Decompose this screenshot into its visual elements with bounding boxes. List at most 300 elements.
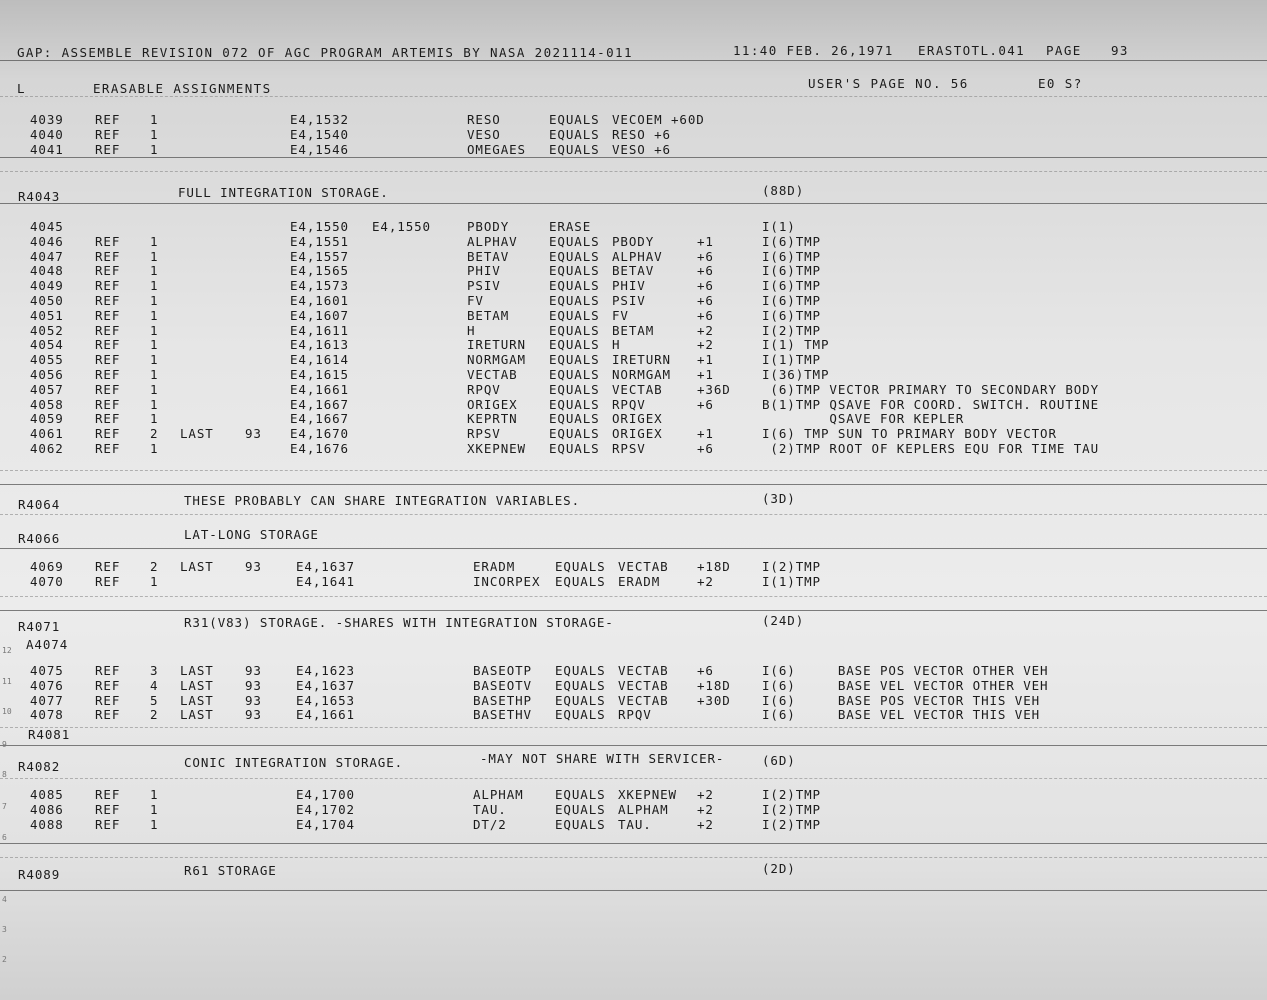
listing-cell-operand: VECTAB — [618, 559, 669, 574]
listing-cell-addr: E4,1700 — [296, 787, 355, 802]
section-note: -MAY NOT SHARE WITH SERVICER- — [480, 751, 725, 766]
listing-cell-note: I(1)TMP — [762, 352, 821, 368]
listing-cell-n: 1 — [150, 307, 159, 323]
listing-cell-line: 4048 — [30, 263, 64, 279]
listing-cell-addr: E4,1661 — [290, 381, 349, 397]
listing-cell-label: BASEOTV — [473, 677, 532, 693]
listing-cell-ref: REF — [95, 559, 121, 574]
ruled-line — [0, 890, 1267, 891]
listing-cell-label: BASEOTP — [473, 663, 532, 678]
listing-cell-op: ERASE — [549, 219, 592, 234]
listing-cell-label: ORIGEX — [467, 396, 518, 412]
listing-cell-line: 4062 — [30, 441, 64, 456]
listing-cell-op: EQUALS — [555, 692, 606, 708]
listing-cell-line: 4039 — [30, 112, 64, 127]
listing-cell-ref: REF — [95, 352, 121, 368]
ruled-line — [0, 203, 1267, 204]
ruled-line — [0, 857, 1267, 858]
listing-cell-op: EQUALS — [549, 233, 600, 249]
listing-cell-operand: RPSV — [612, 441, 646, 456]
listing-cell-ref: REF — [95, 126, 121, 142]
listing-cell-note: QSAVE FOR KEPLER — [762, 411, 965, 427]
listing-cell-line: 4075 — [30, 663, 64, 678]
listing-cell-op: EQUALS — [549, 322, 600, 338]
listing-cell-op: EQUALS — [549, 278, 600, 294]
listing-cell-last: LAST — [180, 677, 214, 693]
listing-cell-n: 5 — [150, 692, 159, 708]
margin-mark: 2 — [2, 955, 7, 964]
listing-cell-operand: VECTAB — [618, 663, 669, 678]
listing-cell-op: EQUALS — [555, 559, 606, 574]
listing-cell-offset: +6 — [697, 307, 714, 323]
listing-file: ERASTOTL.041 — [918, 43, 1026, 58]
listing-cell-n: 1 — [150, 381, 159, 397]
listing-cell-operand: ERADM — [618, 573, 661, 589]
listing-cell-line: 4057 — [30, 381, 64, 397]
section-line-number: R4066 — [18, 531, 61, 546]
listing-cell-label: RPQV — [467, 381, 501, 397]
ruled-line — [0, 484, 1267, 485]
listing-cell-n: 1 — [150, 278, 159, 294]
section-size: (24D) — [762, 613, 805, 628]
section-size: (2D) — [762, 861, 796, 876]
listing-cell-ref: REF — [95, 233, 121, 249]
listing-cell-addr: E4,1667 — [290, 396, 349, 412]
listing-cell-note: B(1)TMP QSAVE FOR COORD. SWITCH. ROUTINE — [762, 396, 1100, 412]
listing-cell-operand: VESO +6 — [612, 141, 671, 157]
listing-cell-pg: 93 — [245, 707, 262, 723]
listing-cell-n: 1 — [150, 367, 159, 382]
listing-cell-note: I(6)TMP — [762, 248, 821, 264]
listing-cell-op: EQUALS — [549, 307, 600, 323]
listing-cell-addr: E4,1615 — [290, 367, 349, 382]
listing-cell-offset: +2 — [697, 801, 714, 817]
section-size: (3D) — [762, 491, 796, 506]
listing-cell-line: 4085 — [30, 787, 64, 802]
listing-cell-label: OMEGAES — [467, 141, 526, 157]
listing-cell-label: PBODY — [467, 219, 510, 234]
listing-cell-op: EQUALS — [549, 141, 600, 157]
ruled-line — [0, 96, 1267, 97]
listing-cell-ref: REF — [95, 411, 121, 427]
listing-cell-offset: +1 — [697, 352, 714, 368]
listing-cell-line: 4047 — [30, 248, 64, 264]
section-size: (6D) — [762, 753, 796, 768]
listing-cell-n: 1 — [150, 337, 159, 353]
listing-cell-ref: REF — [95, 787, 121, 802]
listing-cell-operand: VECTAB — [612, 381, 663, 397]
section-line-number: R4043 — [18, 189, 61, 204]
listing-cell-addr: E4,1532 — [290, 112, 349, 127]
listing-cell-n: 1 — [150, 248, 159, 264]
listing-cell-note: I(36)TMP — [762, 367, 830, 382]
listing-cell-ref: REF — [95, 692, 121, 708]
listing-cell-line: 4041 — [30, 141, 64, 157]
listing-cell-label: RPSV — [467, 426, 501, 442]
listing-cell-offset: +1 — [697, 233, 714, 249]
listing-cell-label: BETAM — [467, 307, 510, 323]
listing-cell-ref: REF — [95, 337, 121, 353]
listing-cell-last: LAST — [180, 559, 214, 574]
listing-cell-op: EQUALS — [549, 426, 600, 442]
margin-mark: 11 — [2, 677, 12, 686]
listing-cell-addr: E4,1653 — [296, 692, 355, 708]
listing-cell-ref: REF — [95, 573, 121, 589]
margin-mark: 12 — [2, 646, 12, 655]
listing-cell-line: 4054 — [30, 337, 64, 353]
section-size: (88D) — [762, 183, 805, 198]
listing-cell-op: EQUALS — [549, 112, 600, 127]
listing-cell-offset: +6 — [697, 278, 714, 294]
listing-cell-addr: E4,1601 — [290, 293, 349, 308]
listing-cell-operand: RESO +6 — [612, 126, 671, 142]
listing-cell-n: 2 — [150, 559, 159, 574]
listing-cell-label: VECTAB — [467, 367, 518, 382]
listing-cell-label: DT/2 — [473, 816, 507, 832]
listing-cell-label: KEPRTN — [467, 411, 518, 427]
listing-cell-label: FV — [467, 293, 484, 308]
ruled-line — [0, 514, 1267, 515]
listing-cell-offset: +6 — [697, 293, 714, 308]
listing-cell-ref: REF — [95, 112, 121, 127]
listing-cell-line: 4040 — [30, 126, 64, 142]
listing-cell-offset: +1 — [697, 426, 714, 442]
ruled-line — [0, 157, 1267, 158]
section-heading: CONIC INTEGRATION STORAGE. — [184, 755, 404, 770]
listing-cell-addr: E4,1676 — [290, 441, 349, 456]
listing-cell-label: PHIV — [467, 263, 501, 279]
ruled-line — [0, 60, 1267, 61]
listing-cell-addr: E4,1557 — [290, 248, 349, 264]
listing-cell-note: I(1)TMP — [762, 573, 821, 589]
listing-cell-line: 4058 — [30, 396, 64, 412]
listing-cell-n: 1 — [150, 787, 159, 802]
listing-cell-op: EQUALS — [549, 381, 600, 397]
listing-cell-label: NORMGAM — [467, 352, 526, 368]
section-heading: R31(V83) STORAGE. -SHARES WITH INTEGRATION STORAGE- — [184, 615, 614, 630]
listing-cell-n: 1 — [150, 141, 159, 157]
section-heading: THESE PROBABLY CAN SHARE INTEGRATION VARIABLES. — [184, 493, 581, 508]
listing-cell-line: 4055 — [30, 352, 64, 368]
listing-cell-ref: REF — [95, 141, 121, 157]
listing-cell-op: EQUALS — [549, 352, 600, 368]
listing-cell-ref: REF — [95, 677, 121, 693]
listing-cell-label: ALPHAV — [467, 233, 518, 249]
listing-cell-n: 1 — [150, 441, 159, 456]
listing-cell-operand: FV — [612, 307, 629, 323]
listing-cell-ref: REF — [95, 441, 121, 456]
listing-cell-ref: REF — [95, 663, 121, 678]
section-line-number: R4071 — [18, 619, 61, 634]
subheader-marker: L — [17, 81, 26, 96]
listing-cell-operand: NORMGAM — [612, 367, 671, 382]
listing-cell-ref: REF — [95, 396, 121, 412]
listing-cell-label: BETAV — [467, 248, 510, 264]
listing-cell-n: 1 — [150, 411, 159, 427]
listing-cell-op: EQUALS — [555, 801, 606, 817]
listing-cell-operand: H — [612, 337, 621, 353]
margin-mark: 10 — [2, 707, 12, 716]
ruled-line — [0, 745, 1267, 746]
section-tail-line: R4081 — [28, 727, 71, 742]
listing-cell-op: EQUALS — [549, 293, 600, 308]
listing-cell-addr: E4,1637 — [296, 559, 355, 574]
listing-cell-offset: +2 — [697, 337, 714, 353]
listing-cell-label: H — [467, 322, 476, 338]
listing-cell-offset: +18D — [697, 677, 731, 693]
listing-cell-n: 1 — [150, 263, 159, 279]
ruled-line — [0, 596, 1267, 597]
listing-cell-operand: VECOEM +60D — [612, 112, 705, 127]
listing-cell-note: I(6) BASE VEL VECTOR OTHER VEH — [762, 677, 1049, 693]
ruled-line — [0, 610, 1267, 611]
listing-cell-note: I(6)TMP — [762, 263, 821, 279]
listing-cell-last: LAST — [180, 663, 214, 678]
section-title: ERASABLE ASSIGNMENTS — [93, 81, 272, 96]
listing-cell-operand: BETAV — [612, 263, 655, 279]
listing-cell-op: EQUALS — [555, 663, 606, 678]
listing-cell-op: EQUALS — [549, 411, 600, 427]
listing-cell-ref: REF — [95, 263, 121, 279]
listing-cell-addr: E4,1573 — [290, 278, 349, 294]
listing-cell-note: I(2)TMP — [762, 816, 821, 832]
section-heading: LAT-LONG STORAGE — [184, 527, 319, 542]
page-label: PAGE — [1046, 43, 1082, 58]
listing-cell-operand: ALPHAM — [618, 801, 669, 817]
listing-cell-op: EQUALS — [549, 263, 600, 279]
listing-cell-op: EQUALS — [555, 573, 606, 589]
listing-cell-op: EQUALS — [549, 248, 600, 264]
listing-cell-offset: +30D — [697, 692, 731, 708]
listing-cell-addr: E4,1702 — [296, 801, 355, 817]
listing-cell-n: 1 — [150, 352, 159, 368]
listing-cell-operand: ORIGEX — [612, 411, 663, 427]
listing-cell-op: EQUALS — [549, 367, 600, 382]
listing-cell-n: 2 — [150, 707, 159, 723]
listing-cell-operand: TAU. — [618, 816, 652, 832]
listing-cell-addr: E4,1661 — [296, 707, 355, 723]
listing-cell-ref: REF — [95, 248, 121, 264]
listing-cell-n: 1 — [150, 573, 159, 589]
listing-cell-label: BASETHV — [473, 707, 532, 723]
listing-cell-offset: +1 — [697, 367, 714, 382]
listing-cell-addr: E4,1551 — [290, 233, 349, 249]
section-heading: FULL INTEGRATION STORAGE. — [178, 185, 389, 200]
listing-cell-op: EQUALS — [549, 441, 600, 456]
listing-cell-line: 4056 — [30, 367, 64, 382]
listing-cell-offset: +2 — [697, 573, 714, 589]
listing-cell-addr: E4,1704 — [296, 816, 355, 832]
margin-mark: 7 — [2, 802, 7, 811]
section-line-number: R4064 — [18, 497, 61, 512]
listing-cell-addr2: E4,1550 — [372, 219, 431, 234]
listing-cell-addr: E4,1641 — [296, 573, 355, 589]
listing-cell-line: 4086 — [30, 801, 64, 817]
listing-cell-operand: RPQV — [618, 707, 652, 723]
listing-cell-offset: +6 — [697, 248, 714, 264]
listing-cell-offset: +2 — [697, 816, 714, 832]
listing-cell-ref: REF — [95, 381, 121, 397]
page-number: 93 — [1111, 43, 1129, 58]
listing-cell-line: 4052 — [30, 322, 64, 338]
section-line-number: R4089 — [18, 867, 61, 882]
listing-cell-op: EQUALS — [549, 396, 600, 412]
ruled-line — [0, 470, 1267, 471]
listing-cell-op: EQUALS — [555, 707, 606, 723]
listing-cell-operand: ORIGEX — [612, 426, 663, 442]
listing-cell-ref: REF — [95, 801, 121, 817]
listing-cell-addr: E4,1546 — [290, 141, 349, 157]
listing-cell-note: I(6) BASE POS VECTOR OTHER VEH — [762, 663, 1049, 678]
listing-cell-n: 3 — [150, 663, 159, 678]
listing-cell-addr: E4,1623 — [296, 663, 355, 678]
eq-marker: E0 S? — [1038, 76, 1083, 91]
ruled-line — [0, 548, 1267, 549]
listing-cell-n: 1 — [150, 801, 159, 817]
listing-cell-note: I(1) TMP — [762, 337, 830, 353]
listing-cell-line: 4050 — [30, 293, 64, 308]
listing-cell-addr: E4,1670 — [290, 426, 349, 442]
listing-cell-line: 4076 — [30, 677, 64, 693]
listing-cell-offset: +2 — [697, 322, 714, 338]
margin-mark: 9 — [2, 740, 7, 749]
listing-cell-operand: PHIV — [612, 278, 646, 294]
section-heading: R61 STORAGE — [184, 863, 277, 878]
listing-cell-note: I(6) TMP SUN TO PRIMARY BODY VECTOR — [762, 426, 1057, 442]
listing-cell-line: 4046 — [30, 233, 64, 249]
listing-cell-n: 1 — [150, 233, 159, 249]
listing-cell-last: LAST — [180, 692, 214, 708]
listing-cell-note: I(2)TMP — [762, 801, 821, 817]
listing-cell-line: 4061 — [30, 426, 64, 442]
listing-cell-label: TAU. — [473, 801, 507, 817]
listing-cell-label: IRETURN — [467, 337, 526, 353]
listing-cell-ref: REF — [95, 293, 121, 308]
listing-cell-addr: E4,1611 — [290, 322, 349, 338]
ruled-line — [0, 727, 1267, 728]
listing-cell-operand: BETAM — [612, 322, 655, 338]
margin-mark: 6 — [2, 833, 7, 842]
listing-cell-note: I(1) — [762, 219, 796, 234]
ruled-line — [0, 171, 1267, 172]
listing-cell-operand: RPQV — [612, 396, 646, 412]
listing-cell-op: EQUALS — [549, 126, 600, 142]
listing-cell-line: 4070 — [30, 573, 64, 589]
listing-cell-note: I(6)TMP — [762, 293, 821, 308]
listing-cell-addr: E4,1565 — [290, 263, 349, 279]
listing-cell-addr: E4,1607 — [290, 307, 349, 323]
listing-cell-operand: IRETURN — [612, 352, 671, 368]
listing-cell-pg: 93 — [245, 677, 262, 693]
listing-cell-ref: REF — [95, 426, 121, 442]
listing-cell-label: INCORPEX — [473, 573, 541, 589]
listing-cell-operand: VECTAB — [618, 677, 669, 693]
listing-cell-ref: REF — [95, 707, 121, 723]
listing-cell-op: EQUALS — [555, 816, 606, 832]
listing-cell-n: 1 — [150, 112, 159, 127]
ruled-line — [0, 778, 1267, 779]
listing-cell-line: 4049 — [30, 278, 64, 294]
listing-cell-operand: PSIV — [612, 293, 646, 308]
listing-cell-ref: REF — [95, 816, 121, 832]
listing-cell-line: 4045 — [30, 219, 64, 234]
listing-cell-ref: REF — [95, 307, 121, 323]
listing-cell-n: 1 — [150, 396, 159, 412]
listing-cell-n: 1 — [150, 816, 159, 832]
listing-cell-operand: PBODY — [612, 233, 655, 249]
listing-cell-note: I(6) BASE VEL VECTOR THIS VEH — [762, 707, 1041, 723]
listing-cell-offset: +6 — [697, 396, 714, 412]
margin-mark: 4 — [2, 895, 7, 904]
listing-cell-note: I(2)TMP — [762, 559, 821, 574]
margin-mark: 8 — [2, 770, 7, 779]
listing-cell-note: I(2)TMP — [762, 787, 821, 802]
listing-cell-offset: +6 — [697, 263, 714, 279]
listing-cell-op: EQUALS — [549, 337, 600, 353]
listing-cell-line: 4088 — [30, 816, 64, 832]
listing-title: GAP: ASSEMBLE REVISION 072 OF AGC PROGRAM ARTEMIS BY NASA 2021114-011 — [17, 45, 633, 60]
listing-cell-label: ALPHAM — [473, 787, 524, 802]
listing-cell-operand: VECTAB — [618, 692, 669, 708]
listing-cell-n: 4 — [150, 677, 159, 693]
listing-cell-line: 4077 — [30, 692, 64, 708]
users-page: USER'S PAGE NO. 56 — [808, 76, 969, 91]
listing-cell-label: VESO — [467, 126, 501, 142]
listing-cell-note: I(6) BASE POS VECTOR THIS VEH — [762, 692, 1041, 708]
listing-cell-pg: 93 — [245, 663, 262, 678]
listing-cell-addr: E4,1614 — [290, 352, 349, 368]
listing-cell-offset: +36D — [697, 381, 731, 397]
listing-cell-label: XKEPNEW — [467, 441, 526, 456]
margin-mark: 3 — [2, 925, 7, 934]
listing-cell-offset: +2 — [697, 787, 714, 802]
listing-cell-pg: 93 — [245, 426, 262, 442]
listing-cell-offset: +18D — [697, 559, 731, 574]
listing-cell-line: 4059 — [30, 411, 64, 427]
address-line-number: A4074 — [26, 637, 69, 652]
listing-cell-operand: ALPHAV — [612, 248, 663, 264]
listing-cell-label: BASETHP — [473, 692, 532, 708]
listing-cell-offset: +6 — [697, 441, 714, 456]
listing-cell-label: RESO — [467, 112, 501, 127]
listing-cell-note: I(2)TMP — [762, 322, 821, 338]
listing-cell-label: PSIV — [467, 278, 501, 294]
listing-timestamp: 11:40 FEB. 26,1971 — [733, 43, 894, 58]
listing-cell-note: (2)TMP ROOT OF KEPLERS EQU FOR TIME TAU — [762, 441, 1100, 456]
listing-cell-pg: 93 — [245, 692, 262, 708]
listing-cell-line: 4069 — [30, 559, 64, 574]
listing-cell-label: ERADM — [473, 559, 516, 574]
listing-cell-last: LAST — [180, 707, 214, 723]
listing-cell-note: I(6)TMP — [762, 278, 821, 294]
listing-cell-note: I(6)TMP — [762, 233, 821, 249]
listing-cell-addr: E4,1613 — [290, 337, 349, 353]
listing-cell-addr: E4,1540 — [290, 126, 349, 142]
listing-cell-ref: REF — [95, 322, 121, 338]
listing-cell-operand: XKEPNEW — [618, 787, 677, 802]
listing-cell-note: I(6)TMP — [762, 307, 821, 323]
listing-cell-n: 1 — [150, 322, 159, 338]
listing-cell-op: EQUALS — [555, 787, 606, 802]
listing-cell-n: 1 — [150, 293, 159, 308]
listing-cell-ref: REF — [95, 278, 121, 294]
listing-cell-n: 1 — [150, 126, 159, 142]
listing-cell-addr: E4,1667 — [290, 411, 349, 427]
listing-cell-line: 4078 — [30, 707, 64, 723]
listing-cell-pg: 93 — [245, 559, 262, 574]
listing-cell-n: 2 — [150, 426, 159, 442]
listing-cell-line: 4051 — [30, 307, 64, 323]
